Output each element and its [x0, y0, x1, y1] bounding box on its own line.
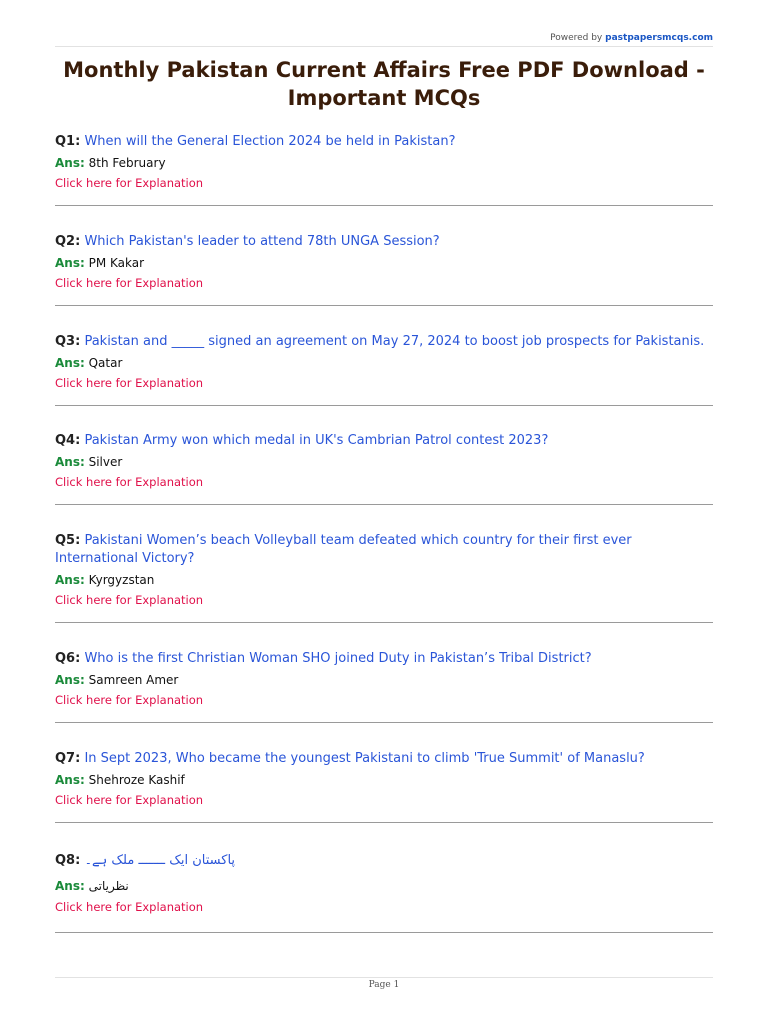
question-item	[55, 852, 713, 915]
question-text-line	[55, 650, 713, 668]
answer-label: Ans:	[55, 773, 85, 787]
page-number: Page 1	[368, 980, 400, 990]
question-item	[55, 650, 713, 708]
explanation-link[interactable]: Click here for Explanation	[55, 900, 204, 914]
question-text: Pakistan and _____ signed an agreement on May 27, 2024 to boost job prospects for Pakistanis.	[84, 334, 705, 349]
question-text: In Sept 2023, Who became the youngest Pakistani to climb 'True Summit' of Manaslu?	[84, 751, 645, 766]
question-number: Q4:	[55, 433, 81, 448]
question-text-line	[55, 852, 713, 870]
explanation-link[interactable]: Click here for Explanation	[55, 276, 204, 290]
answer-label: Ans:	[55, 455, 85, 469]
question-text-line	[55, 133, 713, 151]
answer-text: 8th February	[88, 156, 166, 170]
question-number: Q2:	[55, 234, 81, 249]
footer-divider	[55, 977, 713, 978]
question-number: Q5:	[55, 533, 81, 548]
question-item	[55, 432, 713, 490]
answer-text: Kyrgyzstan	[88, 573, 155, 587]
answer-label: Ans:	[55, 156, 85, 170]
explanation-link[interactable]: Click here for Explanation	[55, 475, 204, 489]
answer-label: Ans:	[55, 256, 85, 270]
question-text: Which Pakistan's leader to attend 78th UNGA Session?	[84, 234, 440, 249]
powered-by-label: Powered by	[550, 33, 603, 43]
question-text: Pakistani Women’s beach Volleyball team defeated which country for their first ever International Victory?	[55, 533, 632, 566]
question-text-line	[55, 432, 713, 450]
answer-text: Qatar	[88, 356, 123, 370]
answer-line	[55, 355, 713, 371]
question-number: Q6:	[55, 651, 81, 666]
answer-line	[55, 155, 713, 171]
answer-text: Samreen Amer	[88, 673, 179, 687]
answer-text: نظریاتی	[88, 879, 129, 893]
question-item	[55, 233, 713, 291]
answer-text: Shehroze Kashif	[88, 773, 185, 787]
question-divider	[55, 822, 713, 823]
question-divider	[55, 405, 713, 406]
answer-line	[55, 672, 713, 688]
explanation-link[interactable]: Click here for Explanation	[55, 176, 204, 190]
question-item	[55, 532, 713, 608]
answer-line	[55, 255, 713, 271]
question-number: Q7:	[55, 751, 81, 766]
answer-text: PM Kakar	[88, 256, 145, 270]
question-text: Pakistan Army won which medal in UK's Cambrian Patrol contest 2023?	[84, 433, 549, 448]
question-text: پاکستان ایک ـــــــ ملک ہے۔	[84, 853, 236, 868]
site-link[interactable]: pastpapersmcqs.com	[605, 33, 713, 43]
answer-line	[55, 572, 713, 588]
explanation-link[interactable]: Click here for Explanation	[55, 693, 204, 707]
answer-label: Ans:	[55, 356, 85, 370]
explanation-link[interactable]: Click here for Explanation	[55, 593, 204, 607]
answer-label: Ans:	[55, 673, 85, 687]
question-number: Q1:	[55, 134, 81, 149]
question-divider	[55, 722, 713, 723]
question-text-line	[55, 532, 713, 568]
explanation-link[interactable]: Click here for Explanation	[55, 376, 204, 390]
answer-text: Silver	[88, 455, 123, 469]
question-item	[55, 750, 713, 808]
question-divider	[55, 305, 713, 306]
question-text: When will the General Election 2024 be held in Pakistan?	[84, 134, 456, 149]
question-divider	[55, 504, 713, 505]
question-text-line	[55, 333, 713, 351]
page-title: Monthly Pakistan Current Affairs Free PDF Download - Important MCQs	[63, 58, 705, 110]
question-text-line	[55, 750, 713, 768]
answer-label: Ans:	[55, 879, 85, 893]
answer-line	[55, 878, 713, 894]
explanation-link[interactable]: Click here for Explanation	[55, 793, 204, 807]
answer-line	[55, 454, 713, 470]
question-divider	[55, 205, 713, 206]
question-number: Q3:	[55, 334, 81, 349]
question-text: Who is the first Christian Woman SHO joined Duty in Pakistan’s Tribal District?	[84, 651, 592, 666]
question-item	[55, 333, 713, 391]
question-divider	[55, 932, 713, 933]
question-text-line	[55, 233, 713, 251]
question-number: Q8:	[55, 853, 81, 868]
answer-label: Ans:	[55, 573, 85, 587]
answer-line	[55, 772, 713, 788]
question-item	[55, 133, 713, 191]
question-divider	[55, 622, 713, 623]
